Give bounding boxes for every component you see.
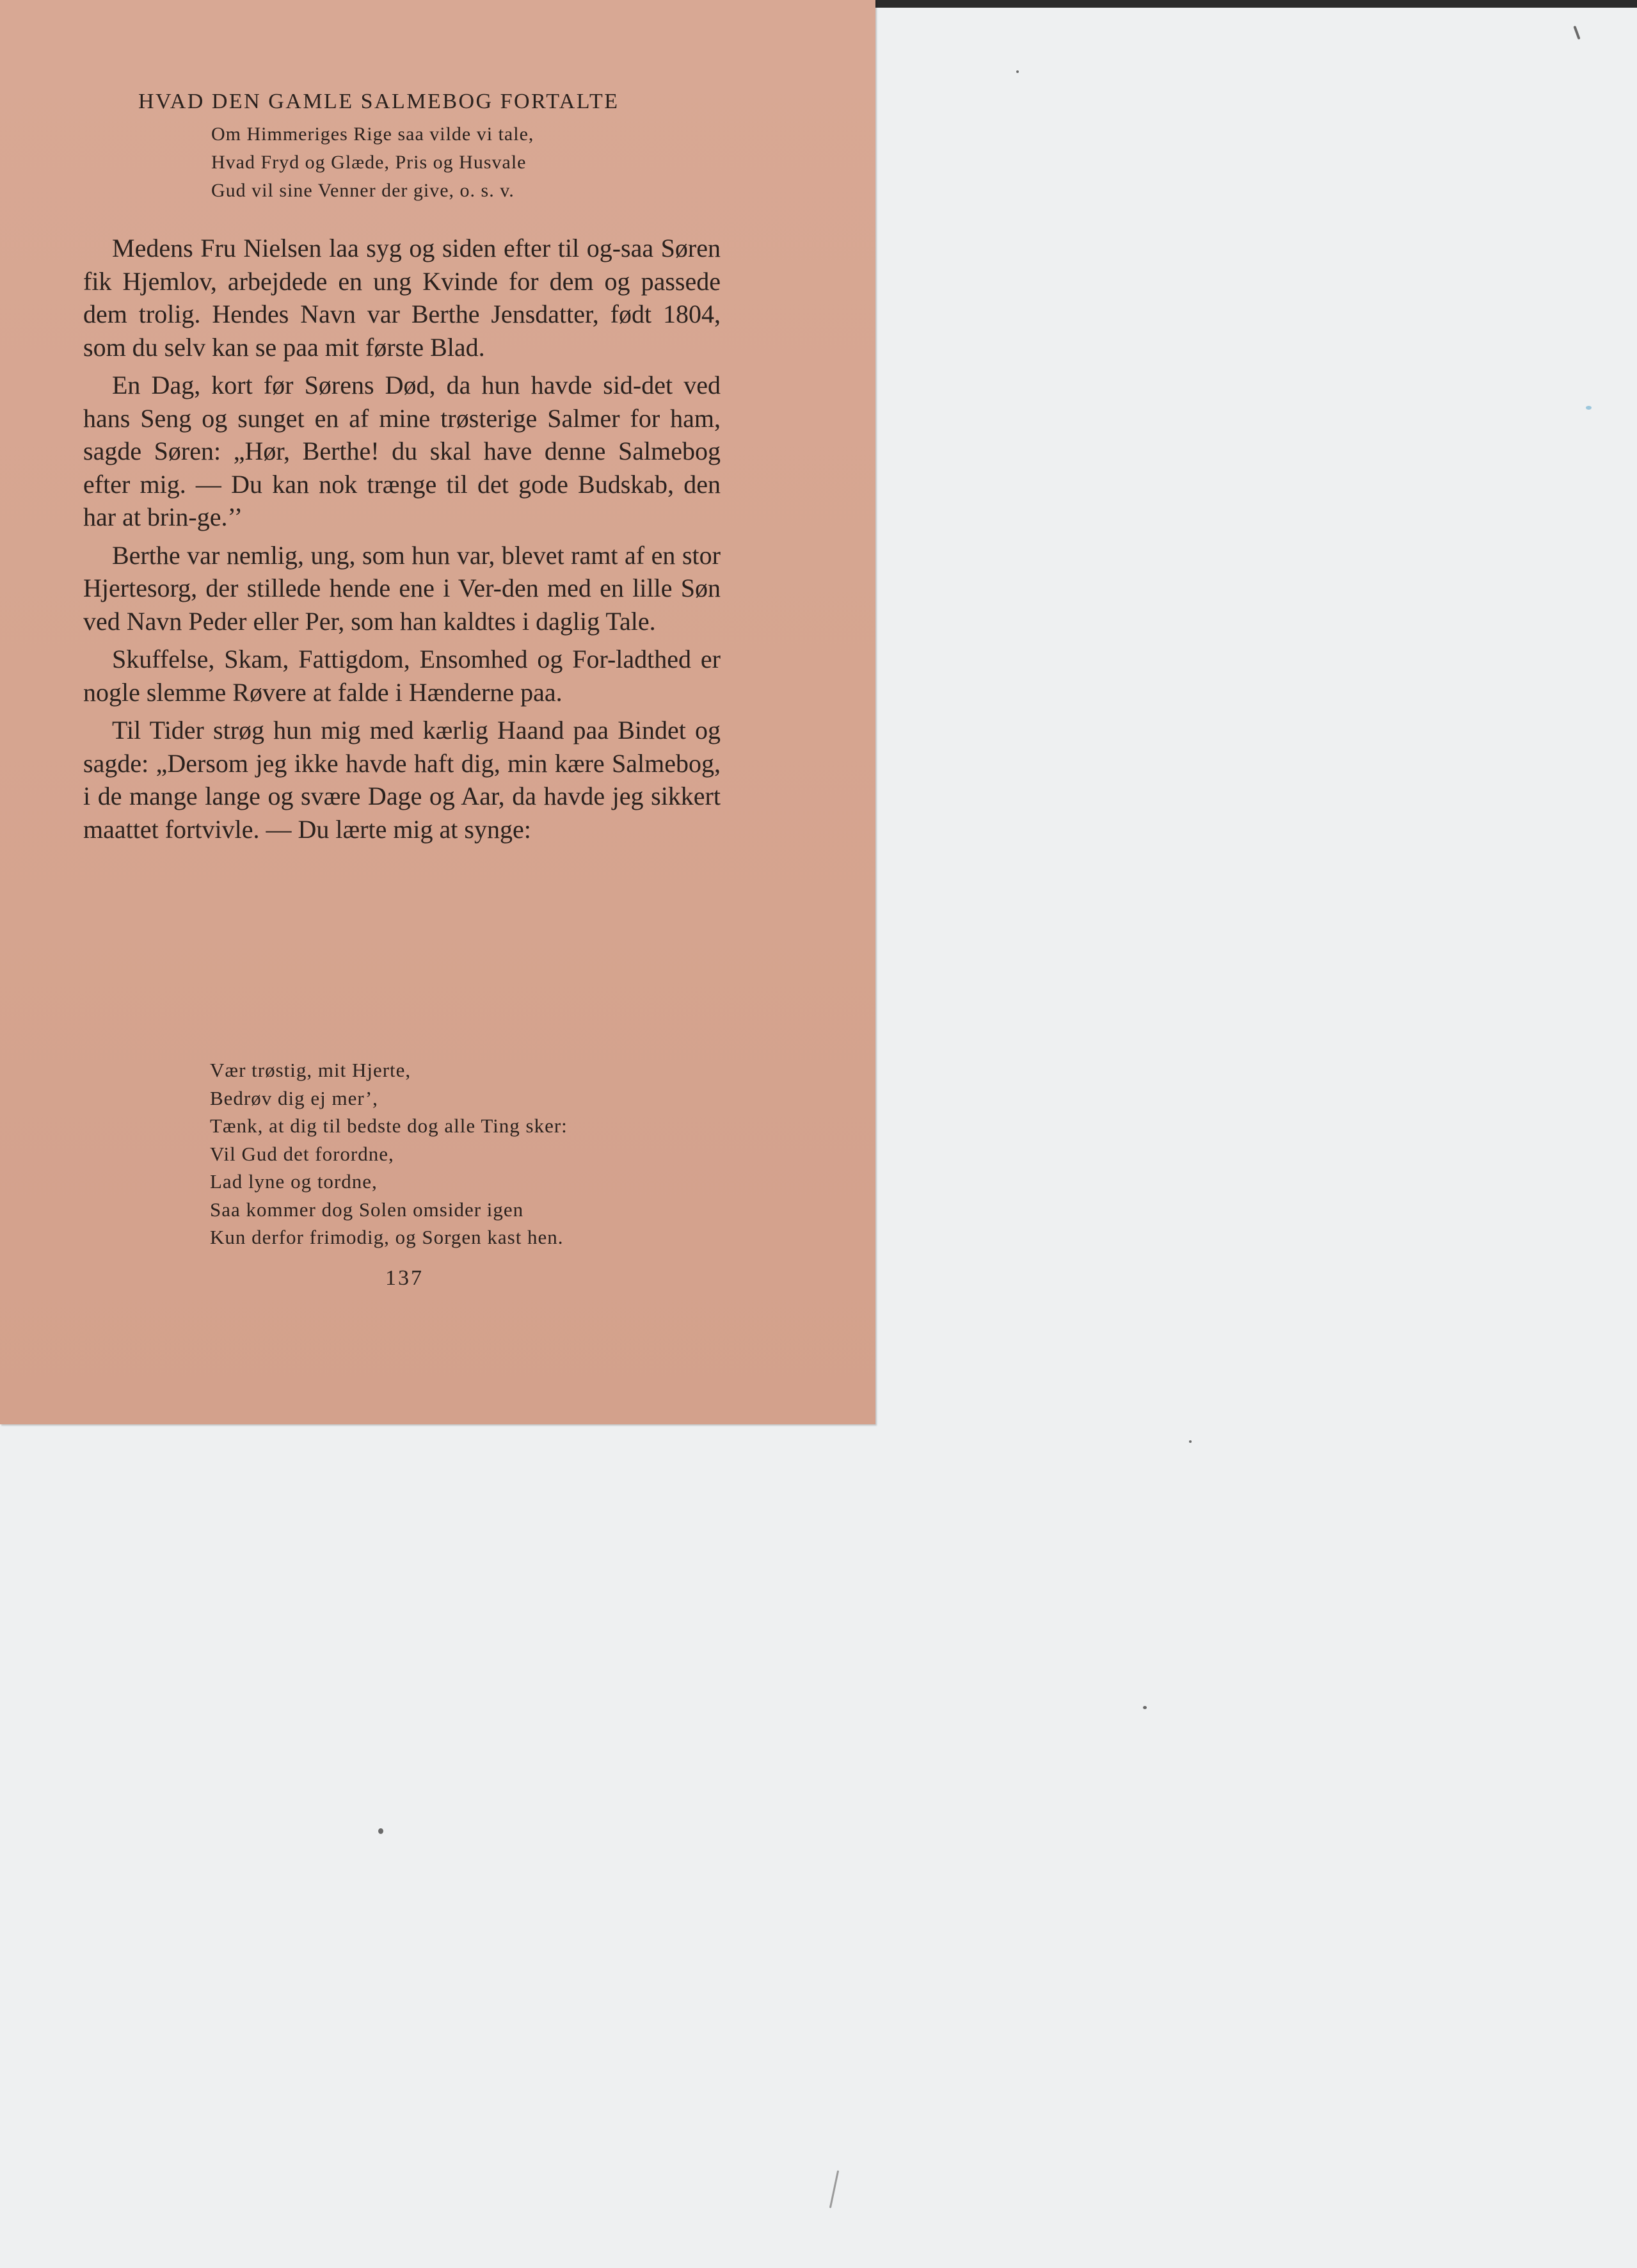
book-page [0, 0, 875, 1424]
verse-line: Bedrøv dig ej mer’, [210, 1086, 378, 1109]
dust-speck [1143, 1706, 1147, 1709]
motto-line: Gud vil sine Venner der give, o. s. v. [211, 180, 515, 201]
dust-speck [1573, 26, 1580, 40]
paragraph: Berthe var nemlig, ung, som hun var, blevet ramt af en stor Hjertesorg, der stillede hende ene i Ver-den med en lille Søn ved Navn Peder eller Per, som han kaldtes i daglig Tale. [83, 540, 721, 636]
paragraph: Skuffelse, Skam, Fattigdom, Ensomhed og For-ladthed er nogle slemme Røvere at falde i Hænderne paa. [83, 645, 721, 707]
verse-line: Vil Gud det forordne, [210, 1142, 394, 1165]
dust-speck [378, 1828, 383, 1834]
paragraph: Til Tider strøg hun mig med kærlig Haand paa Bindet og sagde: „Dersom jeg ikke havde haft dig, min kære Salmebog, i de mange lange og svære Dage og Aar, da havde jeg sikkert maattet fortvivle. — Du lærte mig at synge: [83, 716, 721, 844]
verse-line: Kun derfor frimodig, og Sorgen kast hen. [210, 1226, 564, 1248]
verse-line: Tænk, at dig til bedste dog alle Ting sker: [210, 1114, 568, 1137]
motto-line: Om Himmeriges Rige saa vilde vi tale, [211, 124, 534, 145]
paragraph: En Dag, kort før Sørens Død, da hun havde sid-det ved hans Seng og sunget en af mine trøsterige Salmer for ham, sagde Søren: „Hør, Berthe! du skal have denne Salmebog efter mig. — Du kan nok trænge til det gode Budskab, den har at brin-ge.’’ [83, 371, 721, 531]
running-head: HVAD DEN GAMLE SALMEBOG FORTALTE [138, 90, 619, 113]
dust-speck [829, 2170, 839, 2208]
page-number: 137 [385, 1266, 424, 1290]
body-text [83, 232, 721, 851]
verse-line: Lad lyne og tordne, [210, 1170, 378, 1193]
hymn-verse [210, 1056, 568, 1251]
dust-speck [1586, 406, 1592, 410]
motto-line: Hvad Fryd og Glæde, Pris og Husvale [211, 152, 527, 173]
dust-speck [1189, 1440, 1192, 1443]
verse-line: Vær trøstig, mit Hjerte, [210, 1059, 411, 1081]
verse-line: Saa kommer dog Solen omsider igen [210, 1198, 524, 1221]
motto-verse [211, 120, 534, 205]
paragraph: Medens Fru Nielsen laa syg og siden efter til og-saa Søren fik Hjemlov, arbejdede en ung Kvinde for dem og passede dem trolig. Hendes Navn var Berthe Jensdatter, født 1804, som du selv kan se paa mit første Blad. [83, 234, 721, 362]
dust-speck [1016, 70, 1019, 73]
